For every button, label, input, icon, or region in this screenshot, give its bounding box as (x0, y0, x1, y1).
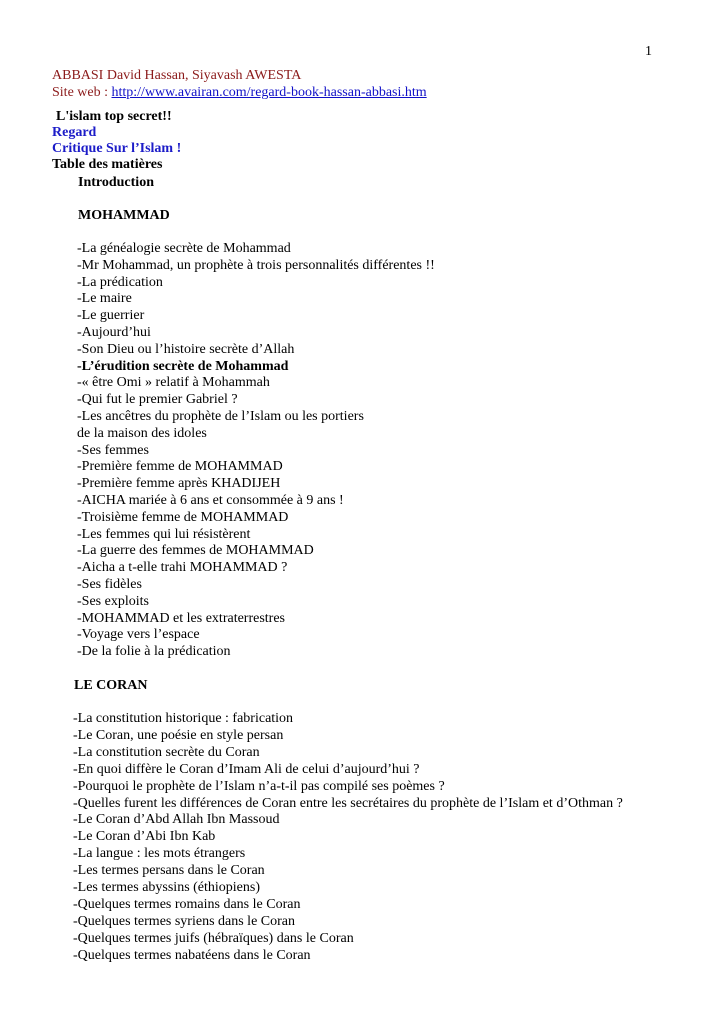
toc-entry: -AICHA mariée à 6 ans et consommée à 9 ans ! (77, 493, 344, 508)
authors: ABBASI David Hassan, Siyavash AWESTA (52, 68, 302, 83)
toc-entry: -Quelques termes nabatéens dans le Coran (73, 947, 311, 963)
toc-entry: -La constitution historique : fabrication (73, 711, 294, 726)
toc-entry: -Les femmes qui lui résistèrent (77, 526, 251, 542)
toc-entry: -Le Coran d’Abi Ibn Kab (73, 829, 216, 845)
page-number: 1 (645, 44, 652, 59)
toc-entry: -Quelques termes juifs (hébraïques) dans le Coran (73, 930, 354, 946)
toc-entry: -La prédication (77, 274, 163, 290)
toc-entry: -Première femme après KHADIJEH (77, 476, 281, 492)
regard-title: Regard (52, 125, 97, 140)
toc-entry: -Troisième femme de MOHAMMAD (77, 509, 289, 525)
toc-entry: -Mr Mohammad, un prophète à trois personnalités différentes !! (77, 257, 435, 273)
toc-entry: -Le maire (77, 291, 132, 307)
toc-entry: -Aujourd’hui (77, 325, 151, 340)
toc-entry: -Les termes abyssins (éthiopiens) (73, 880, 261, 895)
toc-entry: -Le Coran, une poésie en style persan (73, 727, 284, 743)
toc-entry: -En quoi diffère le Coran d’Imam Ali de celui d’aujourd’hui ? (73, 761, 420, 777)
mohammad-heading: MOHAMMAD (78, 208, 170, 223)
site-link[interactable]: http://www.avairan.com/regard-book-hassan-abbasi.htm (111, 85, 427, 100)
toc-entry: -Pourquoi le prophète de l’Islam n’a-t-il pas compilé ses poèmes ? (73, 778, 445, 794)
toc-entry: -L’érudition secrète de Mohammad (77, 358, 289, 374)
toc-entry: -Le Coran d’Abd Allah Ibn Massoud (73, 812, 280, 828)
toc-entry: -Ses femmes (77, 442, 149, 458)
toc-entry: de la maison des idoles (77, 425, 207, 441)
toc-entry: -MOHAMMAD et les extraterrestres (77, 610, 285, 626)
toc-entry: -Ses exploits (77, 593, 149, 609)
toc-entry: -La guerre des femmes de MOHAMMAD (77, 543, 314, 559)
toc-entry: -Les ancêtres du prophète de l’Islam ou les portiers (77, 409, 364, 424)
toc-entry: -La langue : les mots étrangers (73, 846, 246, 862)
toc-entry: -La constitution secrète du Coran (73, 744, 260, 760)
toc-entry: -Aicha a t-elle trahi MOHAMMAD ? (77, 560, 288, 576)
toc-entry: -Le guerrier (77, 308, 145, 324)
toc-entry: -Les termes persans dans le Coran (73, 863, 265, 879)
toc-entry: -Son Dieu ou l’histoire secrète d’Allah (77, 341, 295, 357)
toc-entry: -Quelques termes romains dans le Coran (73, 896, 301, 912)
toc-entry: -Ses fidèles (77, 577, 142, 592)
site-label: Site web : (52, 85, 112, 100)
toc-entry: -Première femme de MOHAMMAD (77, 459, 283, 475)
toc-title: Table des matières (52, 157, 163, 172)
toc-entry: -Quelles furent les différences de Coran entre les secrétaires du prophète de l’Islam et d’Othman ? (73, 795, 623, 811)
toc-entry: -Voyage vers l’espace (77, 627, 200, 643)
toc-entry: -La généalogie secrète de Mohammad (77, 241, 291, 256)
toc-entry: -Qui fut le premier Gabriel ? (77, 392, 238, 408)
site-line (52, 85, 427, 101)
critique-title: Critique Sur l’Islam ! (52, 141, 182, 156)
introduction-entry: Introduction (78, 175, 154, 190)
toc-entry: -Quelques termes syriens dans le Coran (73, 913, 295, 929)
toc-entry: -De la folie à la prédication (77, 644, 231, 660)
toc-entry: -« être Omi » relatif à Mohammah (77, 375, 270, 391)
main-title: L'islam top secret!! (56, 109, 172, 124)
coran-heading: LE CORAN (74, 678, 148, 693)
